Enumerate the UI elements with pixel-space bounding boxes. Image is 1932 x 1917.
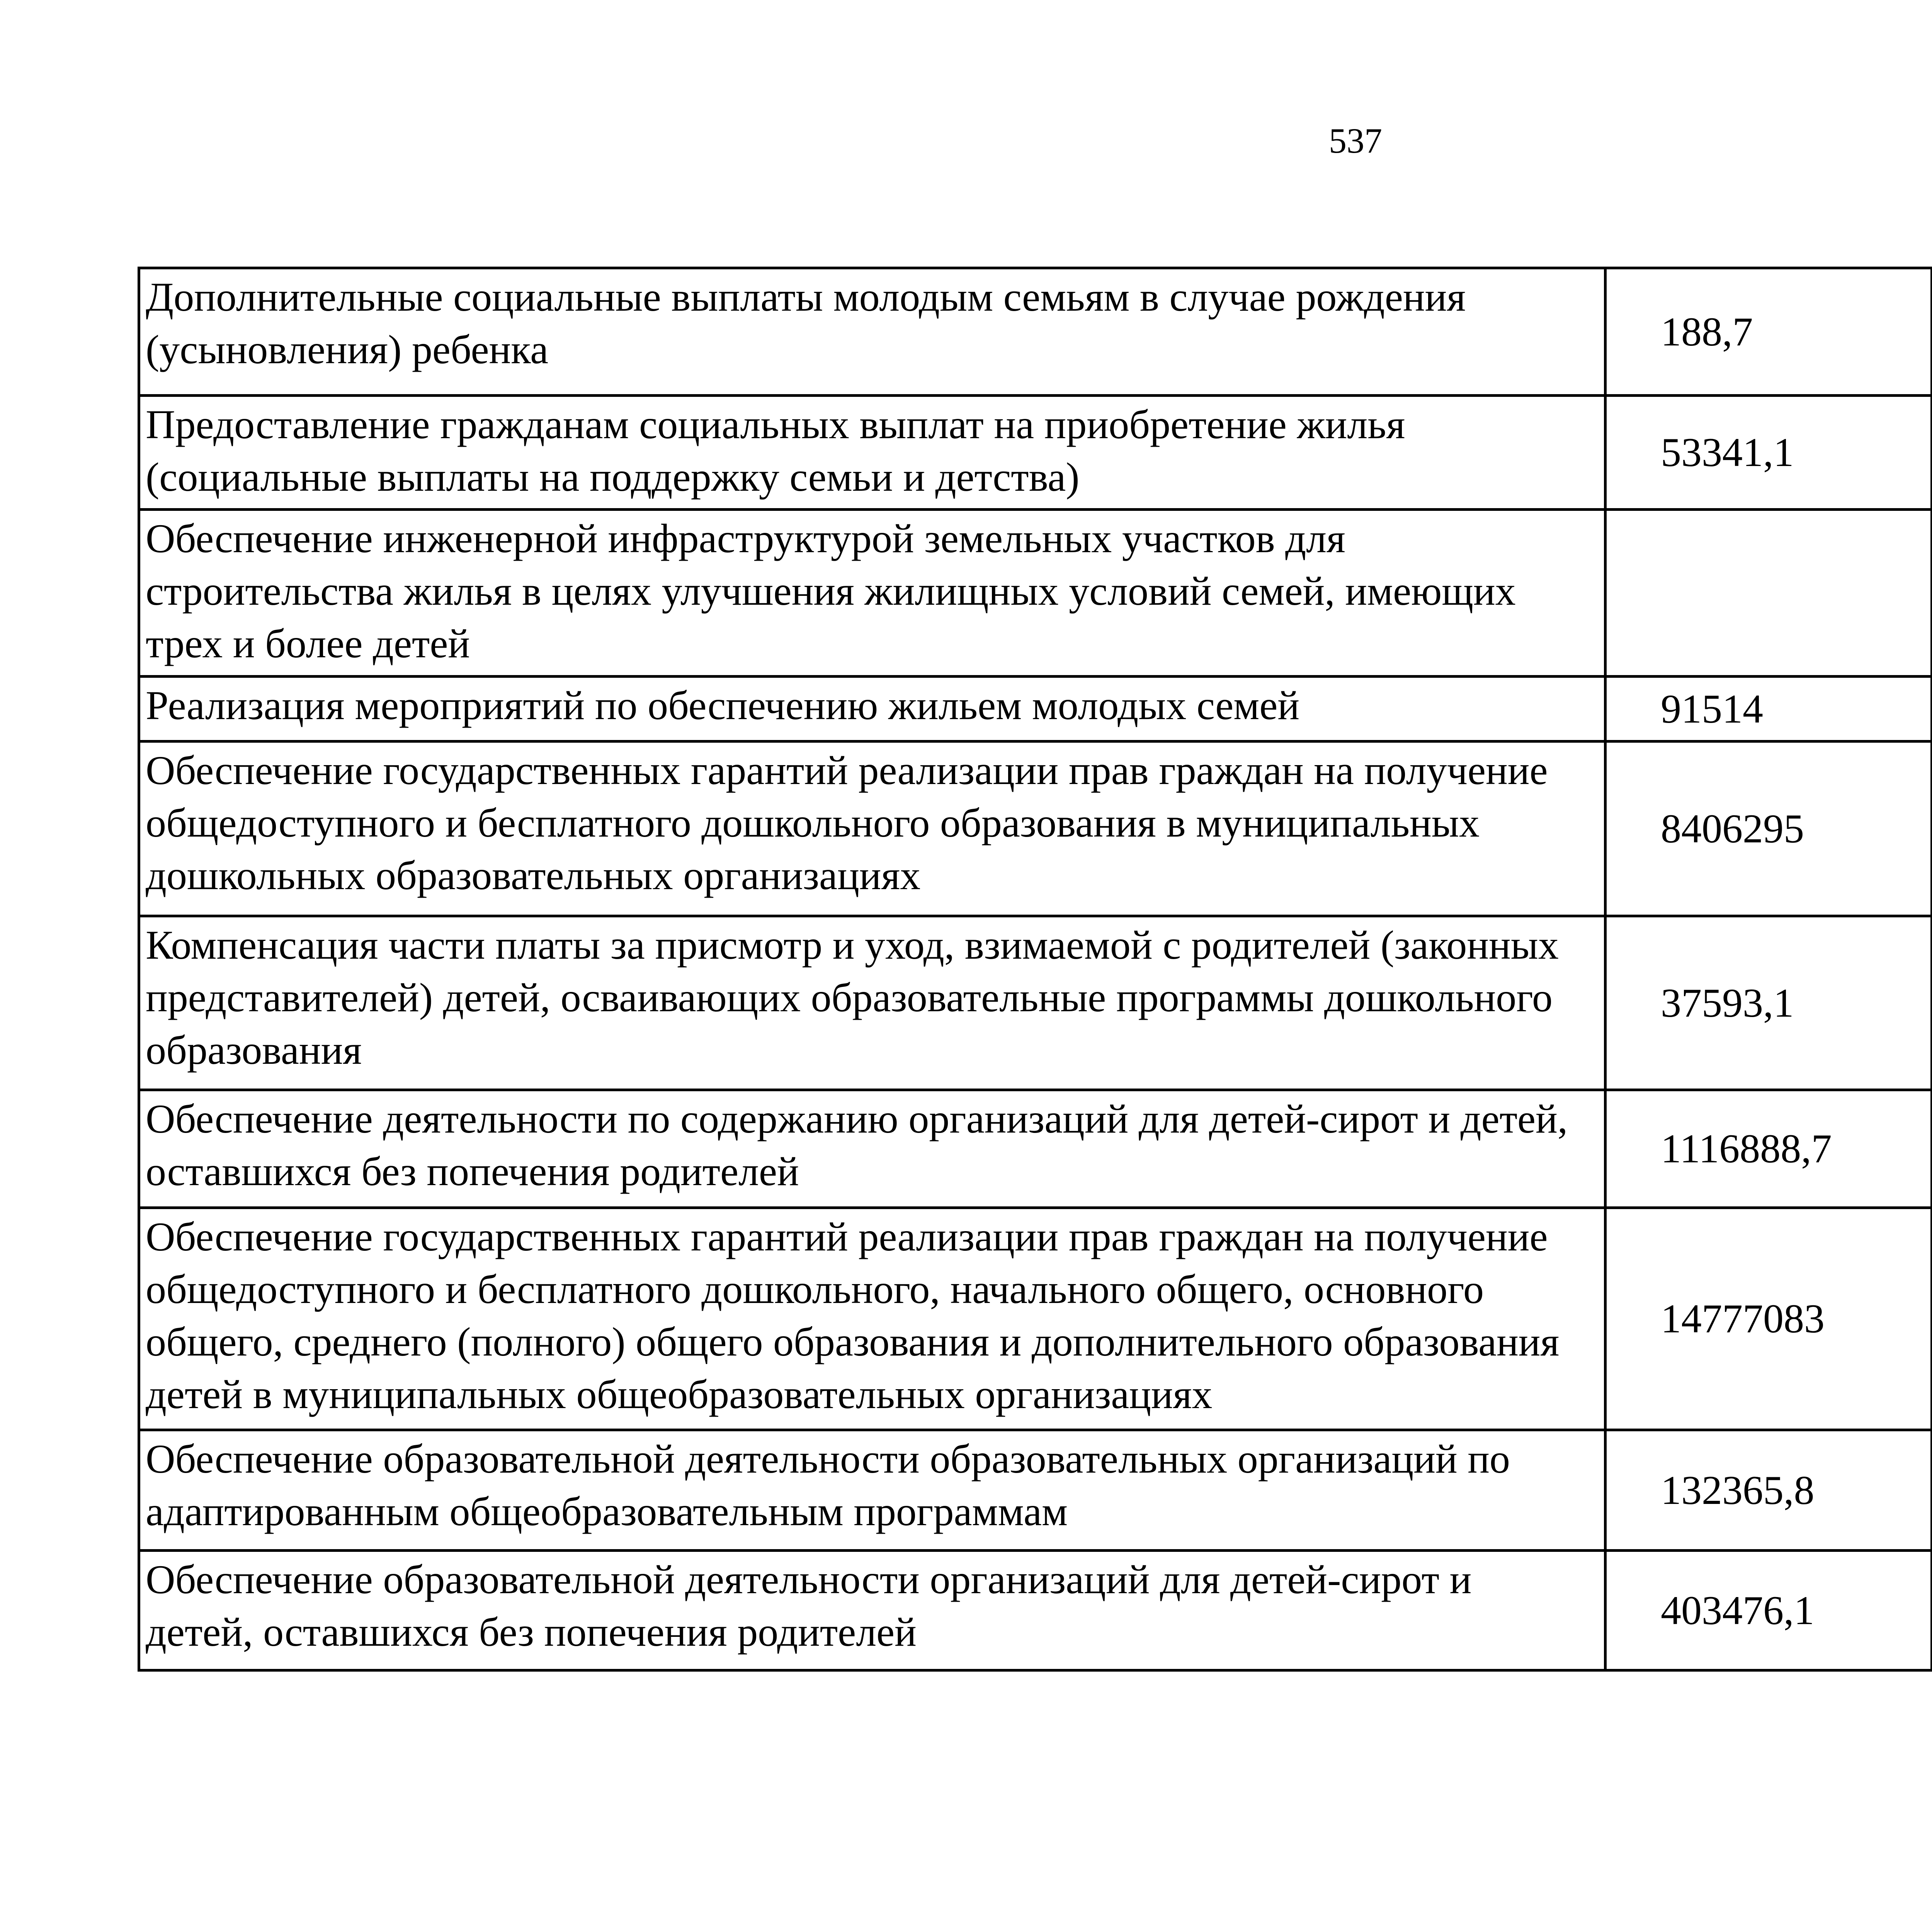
row-description: Обеспечение деятельности по содержанию организаций для детей-сирот и детей, оставшихся без попечения родителей: [139, 1090, 1605, 1208]
row-description: Реализация мероприятий по обеспечению жильем молодых семей: [139, 677, 1605, 742]
budget-table: [138, 267, 1932, 1672]
table-row: [139, 510, 1932, 677]
value-cell-1: 53341,1: [1605, 396, 1932, 510]
page-number: 537: [1329, 121, 1382, 160]
value-cell-1: 14777083: [1605, 1208, 1932, 1430]
value-cell-1: 132365,8: [1605, 1430, 1932, 1551]
table-row: [139, 677, 1932, 742]
row-description: Предоставление гражданам социальных выплат на приобретение жилья (социальные выплаты на поддержку семьи и детства): [139, 396, 1605, 510]
table-row: [139, 396, 1932, 510]
table-row: [139, 268, 1932, 396]
row-description: Дополнительные социальные выплаты молодым семьям в случае рождения (усыновления) ребенка: [139, 268, 1605, 396]
table-row: [139, 1430, 1932, 1551]
value-cell-1: 37593,1: [1605, 916, 1932, 1090]
table-row: [139, 1551, 1932, 1670]
value-cell-1: 8406295: [1605, 742, 1932, 916]
value-cell-1: 1116888,7: [1605, 1090, 1932, 1208]
table-row: [139, 1208, 1932, 1430]
value-cell-1: 91514: [1605, 677, 1932, 742]
value-cell-1: 188,7: [1605, 268, 1932, 396]
value-cell-1: 403476,1: [1605, 1551, 1932, 1670]
row-description: Обеспечение образовательной деятельности организаций для детей-сирот и детей, оставшихся без попечения родителей: [139, 1551, 1605, 1670]
row-description: Обеспечение государственных гарантий реализации прав граждан на получение общедоступного и бесплатного дошкольного образования в муниципальных дошкольных образовательных организациях: [139, 742, 1605, 916]
row-description: Обеспечение инженерной инфраструктурой земельных участков для строительства жилья в целях улучшения жилищных условий семей, имеющих трех и более детей: [139, 510, 1605, 677]
table-row: [139, 916, 1932, 1090]
row-description: Обеспечение государственных гарантий реализации прав граждан на получение общедоступного и бесплатного дошкольного, начального общего, основного общего, среднего (полного) общего образования и дополнительного образования детей в муниципальных общеобразовательных организациях: [139, 1208, 1605, 1430]
row-description: Обеспечение образовательной деятельности образовательных организаций по адаптированным общеобразовательным программам: [139, 1430, 1605, 1551]
value-cell-1: [1605, 510, 1932, 677]
table-row: [139, 1090, 1932, 1208]
row-description: Компенсация части платы за присмотр и уход, взимаемой с родителей (законных представителей) детей, осваивающих образовательные программы дошкольного образования: [139, 916, 1605, 1090]
table-row: [139, 742, 1932, 916]
